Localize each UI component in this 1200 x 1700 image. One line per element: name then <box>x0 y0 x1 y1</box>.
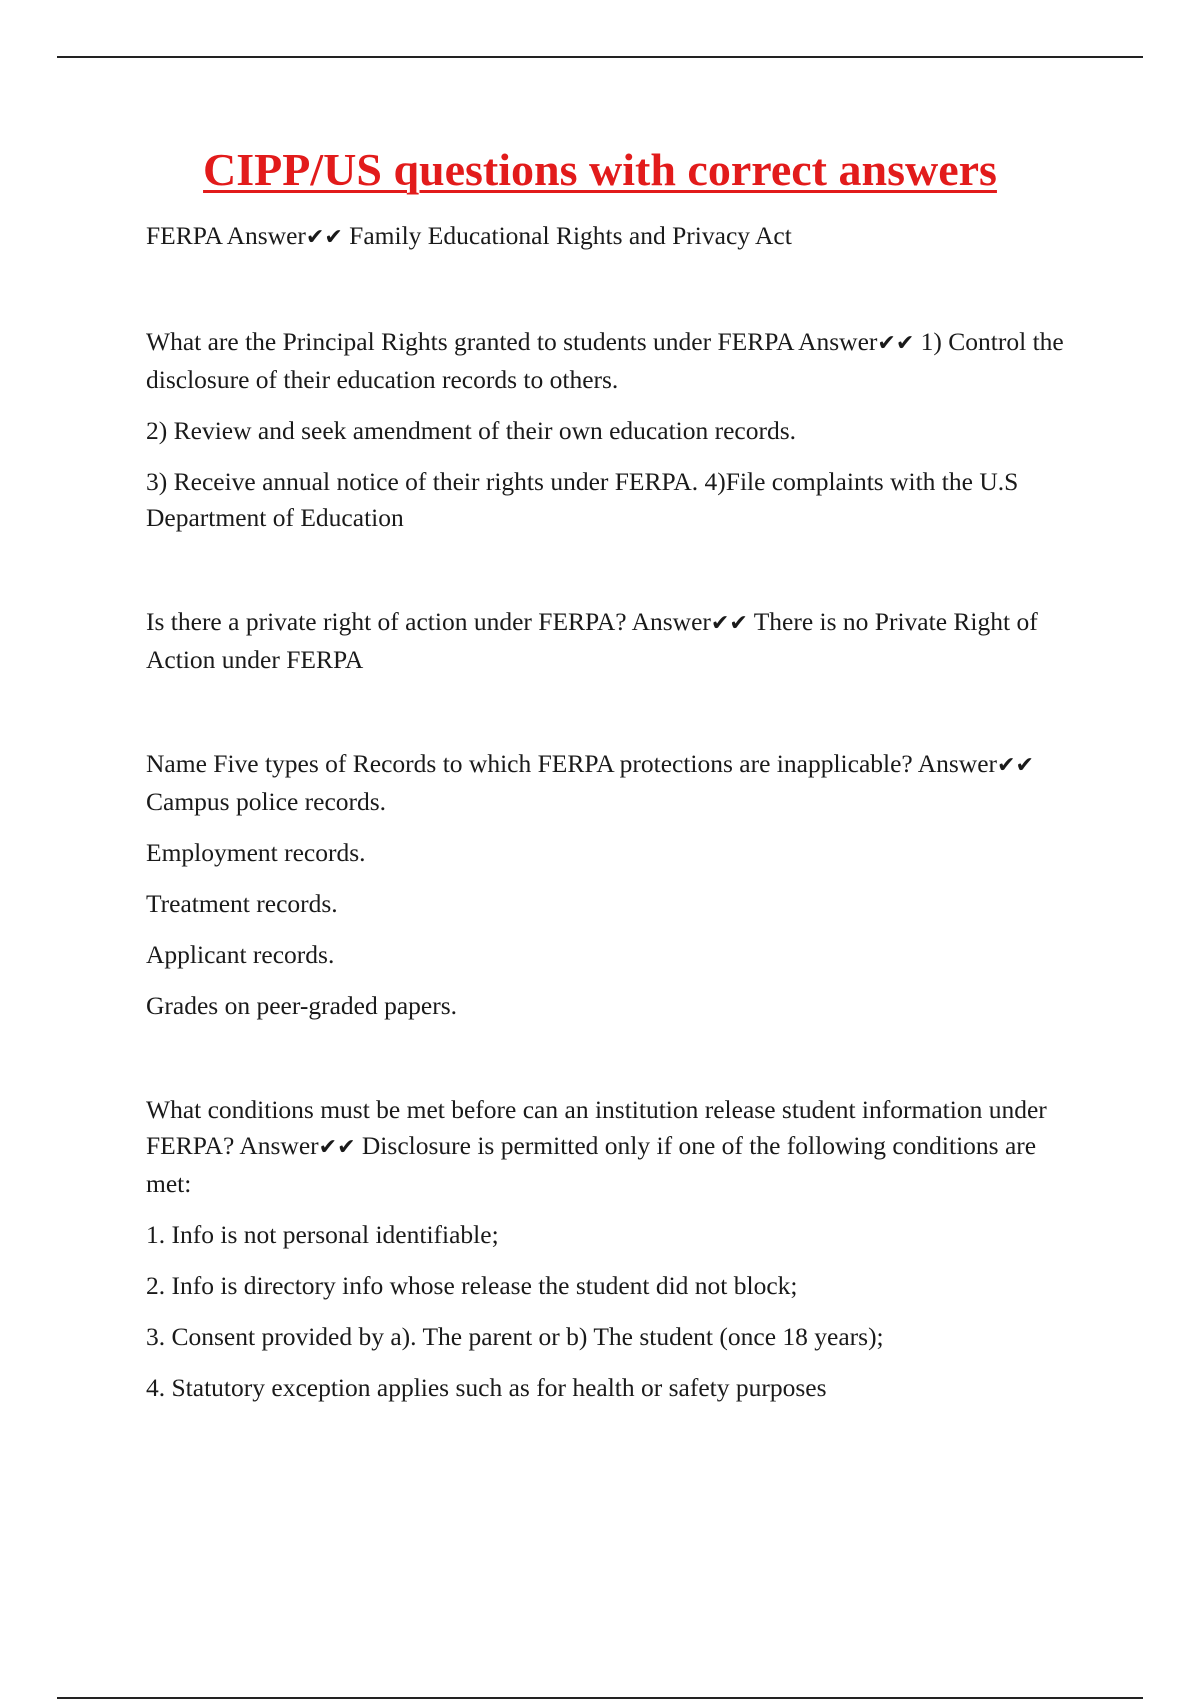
answer-text: Campus police records. <box>146 787 387 816</box>
check-icon: ✔✔ <box>305 225 343 250</box>
qa-block-private-right <box>146 604 1086 678</box>
qa-block-release-conditions <box>146 1092 1086 1406</box>
qa-paragraph <box>146 604 1086 678</box>
answer-paragraph: Treatment records. <box>146 889 338 918</box>
answer-marker: Answer✔✔ <box>239 1131 356 1160</box>
answer-text: Family Educational Rights and Privacy Act <box>349 221 792 250</box>
answer-paragraph: 3) Receive annual notice of their rights under FERPA. 4)File complaints with the U.S Department of Education <box>146 467 1019 532</box>
answer-text: 1) Control the disclosure of their education records to others. <box>146 327 1064 394</box>
qa-block-principal-rights <box>146 324 1086 536</box>
answer-text: There is no Private Right of Action under FERPA <box>146 607 1038 674</box>
qa-paragraph <box>146 1092 1086 1202</box>
answer-text: Disclosure is permitted only if one of the following conditions are met: <box>146 1131 1037 1198</box>
qa-block-ferpa <box>146 218 1086 256</box>
question-text: FERPA <box>146 221 222 250</box>
check-icon: ✔✔ <box>710 611 748 636</box>
question-text: What conditions must be met before can an institution release student information under FERPA? <box>146 1095 1047 1160</box>
check-icon: ✔✔ <box>877 331 915 356</box>
answer-marker: Answer✔✔ <box>917 749 1034 778</box>
question-text: Name Five types of Records to which FERPA protections are inapplicable? <box>146 749 913 778</box>
top-rule <box>57 56 1143 58</box>
document-title: CIPP/US questions with correct answers <box>203 144 997 195</box>
qa-paragraph <box>146 218 1086 256</box>
answer-paragraph: Grades on peer-graded papers. <box>146 991 458 1020</box>
answer-paragraph: 4. Statutory exception applies such as for health or safety purposes <box>146 1373 827 1402</box>
check-icon: ✔✔ <box>318 1135 356 1160</box>
answer-paragraph: 1. Info is not personal identifiable; <box>146 1220 499 1249</box>
qa-block-record-types <box>146 746 1086 1024</box>
answer-paragraph: 2) Review and seek amendment of their own education records. <box>146 416 797 445</box>
answer-paragraph: Employment records. <box>146 838 366 867</box>
bottom-rule <box>57 1697 1143 1699</box>
answer-paragraph: Applicant records. <box>146 940 335 969</box>
answer-marker: Answer✔✔ <box>798 327 915 356</box>
answer-paragraph: 3. Consent provided by a). The parent or b) The student (once 18 years); <box>146 1322 884 1351</box>
document-body <box>146 218 1086 1406</box>
answer-marker: Answer✔✔ <box>631 607 748 636</box>
qa-paragraph <box>146 746 1086 820</box>
check-icon: ✔✔ <box>997 753 1034 778</box>
answer-paragraph: 2. Info is directory info whose release the student did not block; <box>146 1271 798 1300</box>
answer-marker: Answer✔✔ <box>226 221 343 250</box>
question-text: What are the Principal Rights granted to students under FERPA <box>146 327 794 356</box>
qa-paragraph <box>146 324 1086 398</box>
question-text: Is there a private right of action under FERPA? <box>146 607 627 636</box>
